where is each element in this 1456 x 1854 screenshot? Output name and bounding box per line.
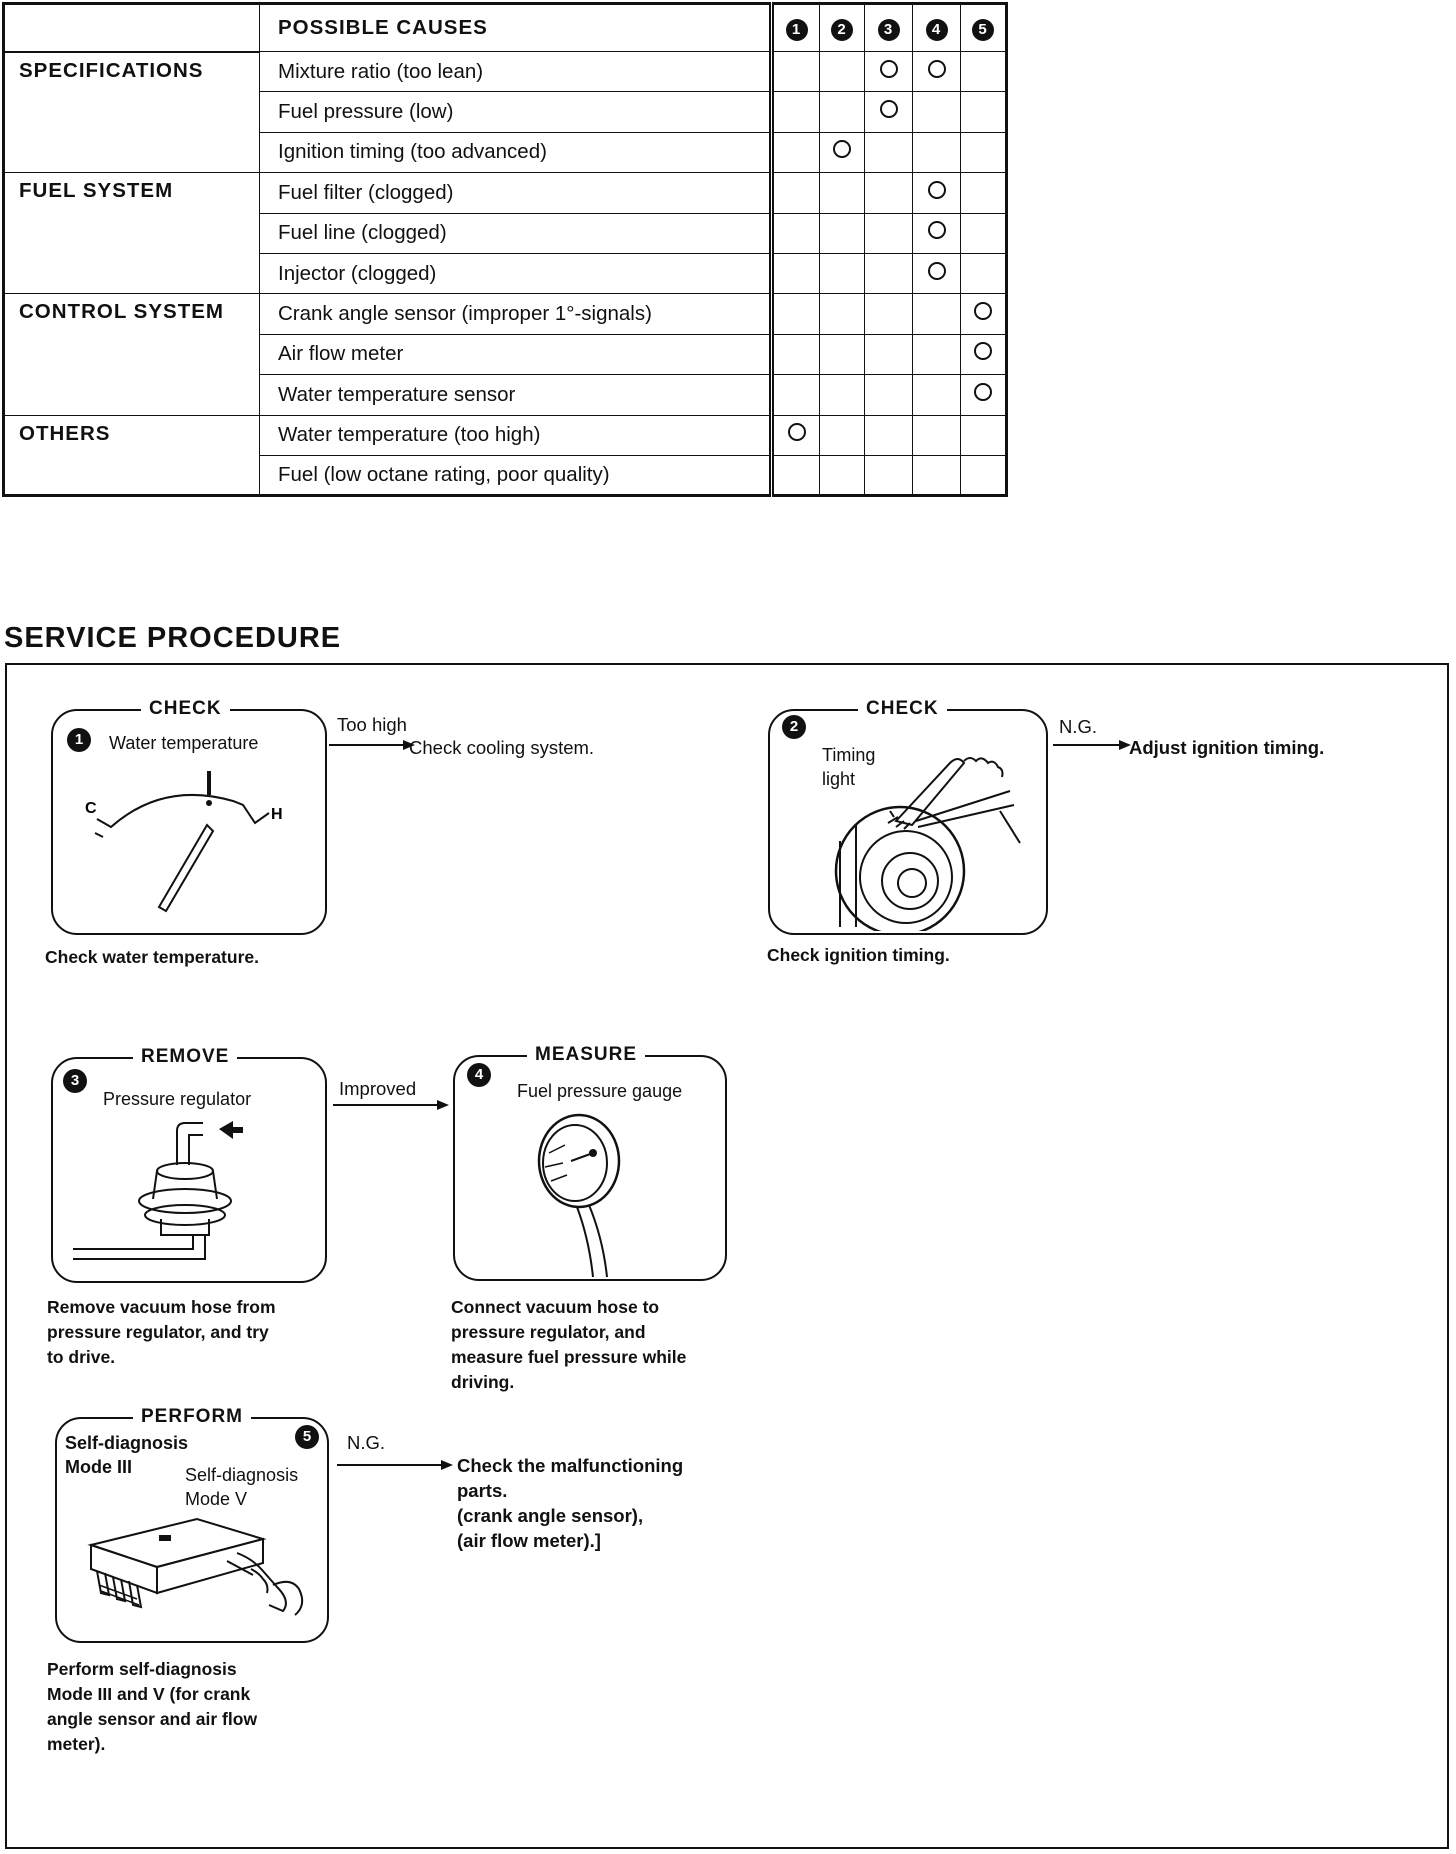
step-number-badge: 1 [786,19,808,41]
caption-line: pressure regulator, and try [47,1322,269,1342]
caption-line: angle sensor and air flow [47,1709,258,1729]
cause-cell: Fuel (low octane rating, poor quality) [260,455,772,495]
applicable-circle-mark [928,60,946,78]
step-col-header-2 [820,4,865,52]
control-unit-illustration [77,1515,317,1635]
step-5-mark-cell [961,213,1007,253]
step-4-mark-cell [913,455,961,495]
step2-result-action: Adjust ignition timing. [1129,737,1325,758]
step-5-mark-cell [961,173,1007,213]
result-line: parts. [457,1480,508,1501]
step5-mode5-label-line2: Mode V [185,1489,248,1509]
step1-water-temperature-label: Water temperature [109,733,259,753]
timing-light-pulley-illustration [800,741,1040,931]
step-5-mark-cell [961,375,1007,415]
step1-caption: Check water temperature. [45,947,259,967]
step1-check-box [51,698,327,935]
step-4-mark-cell [913,415,961,455]
step5-mode3-label-line1: Self-diagnosis [65,1433,189,1453]
possible-causes-header: POSSIBLE CAUSES [260,4,772,52]
step-1-mark-cell [772,132,820,172]
applicable-circle-mark [974,302,992,320]
cause-cell: Fuel pressure (low) [260,92,772,132]
caption-line: Connect vacuum hose to [451,1297,660,1317]
step-3-mark-cell [865,334,913,374]
category-cell: SPECIFICATIONS [4,52,260,173]
step2-condition-label: N.G. [1059,716,1098,737]
fuel-pressure-gauge-illustration [505,1109,665,1279]
step-2-mark-cell [820,455,865,495]
step-4-mark-cell [913,173,961,213]
service-procedure-panel [5,663,1449,1849]
step-col-header-4 [913,4,961,52]
cause-cell: Crank angle sensor (improper 1°-signals) [260,294,772,334]
gauge-h-label: H [271,806,283,823]
step5-mode3-label-line2: Mode III [65,1457,132,1477]
step5-arrow [335,1457,457,1473]
step-3-mark-cell [865,294,913,334]
step-4-mark-cell [913,253,961,293]
applicable-circle-mark [974,342,992,360]
step-1-mark-cell [772,415,820,455]
step-2-mark-cell [820,213,865,253]
step5-action-title: PERFORM [133,1406,251,1428]
step1-result-action: Check cooling system. [409,737,595,758]
step4-fuel-pressure-gauge-label: Fuel pressure gauge [517,1081,683,1101]
step-3-mark-cell [865,92,913,132]
step5-perform-box [55,1406,329,1643]
step-col-header-1 [772,4,820,52]
caption-line: Remove vacuum hose from [47,1297,276,1317]
step2-timing-light-label-line2: light [822,769,856,789]
step-1-mark-cell [772,334,820,374]
step-5-mark-cell [961,52,1007,92]
step1-action-title: CHECK [141,698,230,720]
step-2-mark-cell [820,415,865,455]
step2-arrow [1051,737,1133,753]
step1-number-badge: 1 [67,728,91,752]
step5-caption [47,1657,257,1757]
step2-check-box [768,698,1048,935]
pressure-regulator-illustration [73,1119,303,1269]
step3-pressure-regulator-label: Pressure regulator [103,1089,252,1109]
cause-cell: Water temperature sensor [260,375,772,415]
cause-cell: Mixture ratio (too lean) [260,52,772,92]
step5-result-action [457,1453,683,1553]
cause-cell: Fuel line (clogged) [260,213,772,253]
step-1-mark-cell [772,294,820,334]
step2-caption: Check ignition timing. [767,945,950,965]
step-2-mark-cell [820,253,865,293]
step-2-mark-cell [820,334,865,374]
temperature-gauge-illustration [73,761,313,921]
step3-condition-label: Improved [339,1078,417,1099]
step-4-mark-cell [913,375,961,415]
step-5-mark-cell [961,253,1007,293]
step3-caption [47,1295,276,1370]
step-4-mark-cell [913,92,961,132]
caption-line: pressure regulator, and [451,1322,646,1342]
step-number-badge: 3 [878,19,900,41]
step3-action-title: REMOVE [133,1046,237,1068]
step-5-mark-cell [961,294,1007,334]
applicable-circle-mark [928,221,946,239]
table-row [4,294,1007,334]
table-row [4,52,1007,92]
step-4-mark-cell [913,52,961,92]
step5-condition-label: N.G. [347,1432,386,1453]
step-5-mark-cell [961,92,1007,132]
table-header-row [4,4,1007,52]
step5-mode5-label-line1: Self-diagnosis [185,1465,299,1485]
step-1-mark-cell [772,173,820,213]
step3-arrow [331,1097,453,1113]
step-3-mark-cell [865,132,913,172]
step-1-mark-cell [772,52,820,92]
applicable-circle-mark [880,60,898,78]
step-col-header-3 [865,4,913,52]
applicable-circle-mark [833,140,851,158]
step-4-mark-cell [913,213,961,253]
step3-remove-box [51,1046,327,1283]
step-1-mark-cell [772,455,820,495]
cause-cell: Water temperature (too high) [260,415,772,455]
step-2-mark-cell [820,132,865,172]
step-number-badge: 2 [831,19,853,41]
caption-line: Perform self-diagnosis [47,1659,237,1679]
step-2-mark-cell [820,294,865,334]
step-2-mark-cell [820,52,865,92]
step-number-badge: 4 [926,19,948,41]
step-3-mark-cell [865,375,913,415]
step-3-mark-cell [865,52,913,92]
category-cell: OTHERS [4,415,260,496]
caption-line: Mode III and V (for crank [47,1684,251,1704]
step2-timing-light-label-line1: Timing [822,745,876,765]
step-5-mark-cell [961,415,1007,455]
step-number-badge: 5 [972,19,994,41]
step4-measure-box [453,1044,727,1281]
step-1-mark-cell [772,92,820,132]
step4-number-badge: 4 [467,1063,491,1087]
step-1-mark-cell [772,253,820,293]
step-1-mark-cell [772,375,820,415]
possible-causes-table [2,2,1008,497]
step2-action-title: CHECK [858,698,947,720]
cause-cell: Air flow meter [260,334,772,374]
step-4-mark-cell [913,334,961,374]
step-4-mark-cell [913,132,961,172]
step2-number-badge: 2 [782,715,806,739]
applicable-circle-mark [928,181,946,199]
result-line: Check the malfunctioning [457,1455,684,1476]
caption-line: to drive. [47,1347,116,1367]
step-2-mark-cell [820,92,865,132]
table-row [4,415,1007,455]
result-line: (air flow meter).] [457,1530,601,1551]
cause-cell: Fuel filter (clogged) [260,173,772,213]
service-procedure-title: SERVICE PROCEDURE [4,622,342,654]
applicable-circle-mark [974,383,992,401]
step-4-mark-cell [913,294,961,334]
step-5-mark-cell [961,334,1007,374]
step-3-mark-cell [865,253,913,293]
step5-number-badge: 5 [295,1425,319,1449]
result-line: (crank angle sensor), [457,1505,644,1526]
caption-line: driving. [451,1372,515,1392]
step-2-mark-cell [820,173,865,213]
step3-number-badge: 3 [63,1069,87,1093]
step4-action-title: MEASURE [527,1044,645,1066]
cause-cell: Ignition timing (too advanced) [260,132,772,172]
step-5-mark-cell [961,455,1007,495]
step-3-mark-cell [865,213,913,253]
step4-caption [451,1295,686,1395]
caption-line: meter). [47,1734,106,1754]
step-2-mark-cell [820,375,865,415]
step-col-header-5 [961,4,1007,52]
table-row [4,173,1007,213]
applicable-circle-mark [880,100,898,118]
step-3-mark-cell [865,415,913,455]
step1-arrow [327,737,417,753]
caption-line: measure fuel pressure while [451,1347,687,1367]
applicable-circle-mark [788,423,806,441]
category-cell: CONTROL SYSTEM [4,294,260,415]
applicable-circle-mark [928,262,946,280]
step-1-mark-cell [772,213,820,253]
step-5-mark-cell [961,132,1007,172]
cause-cell: Injector (clogged) [260,253,772,293]
category-cell: FUEL SYSTEM [4,173,260,294]
step-3-mark-cell [865,455,913,495]
gauge-c-label: C [85,800,97,817]
header-blank-cell [4,4,260,52]
step1-condition-label: Too high [337,714,407,735]
step-3-mark-cell [865,173,913,213]
